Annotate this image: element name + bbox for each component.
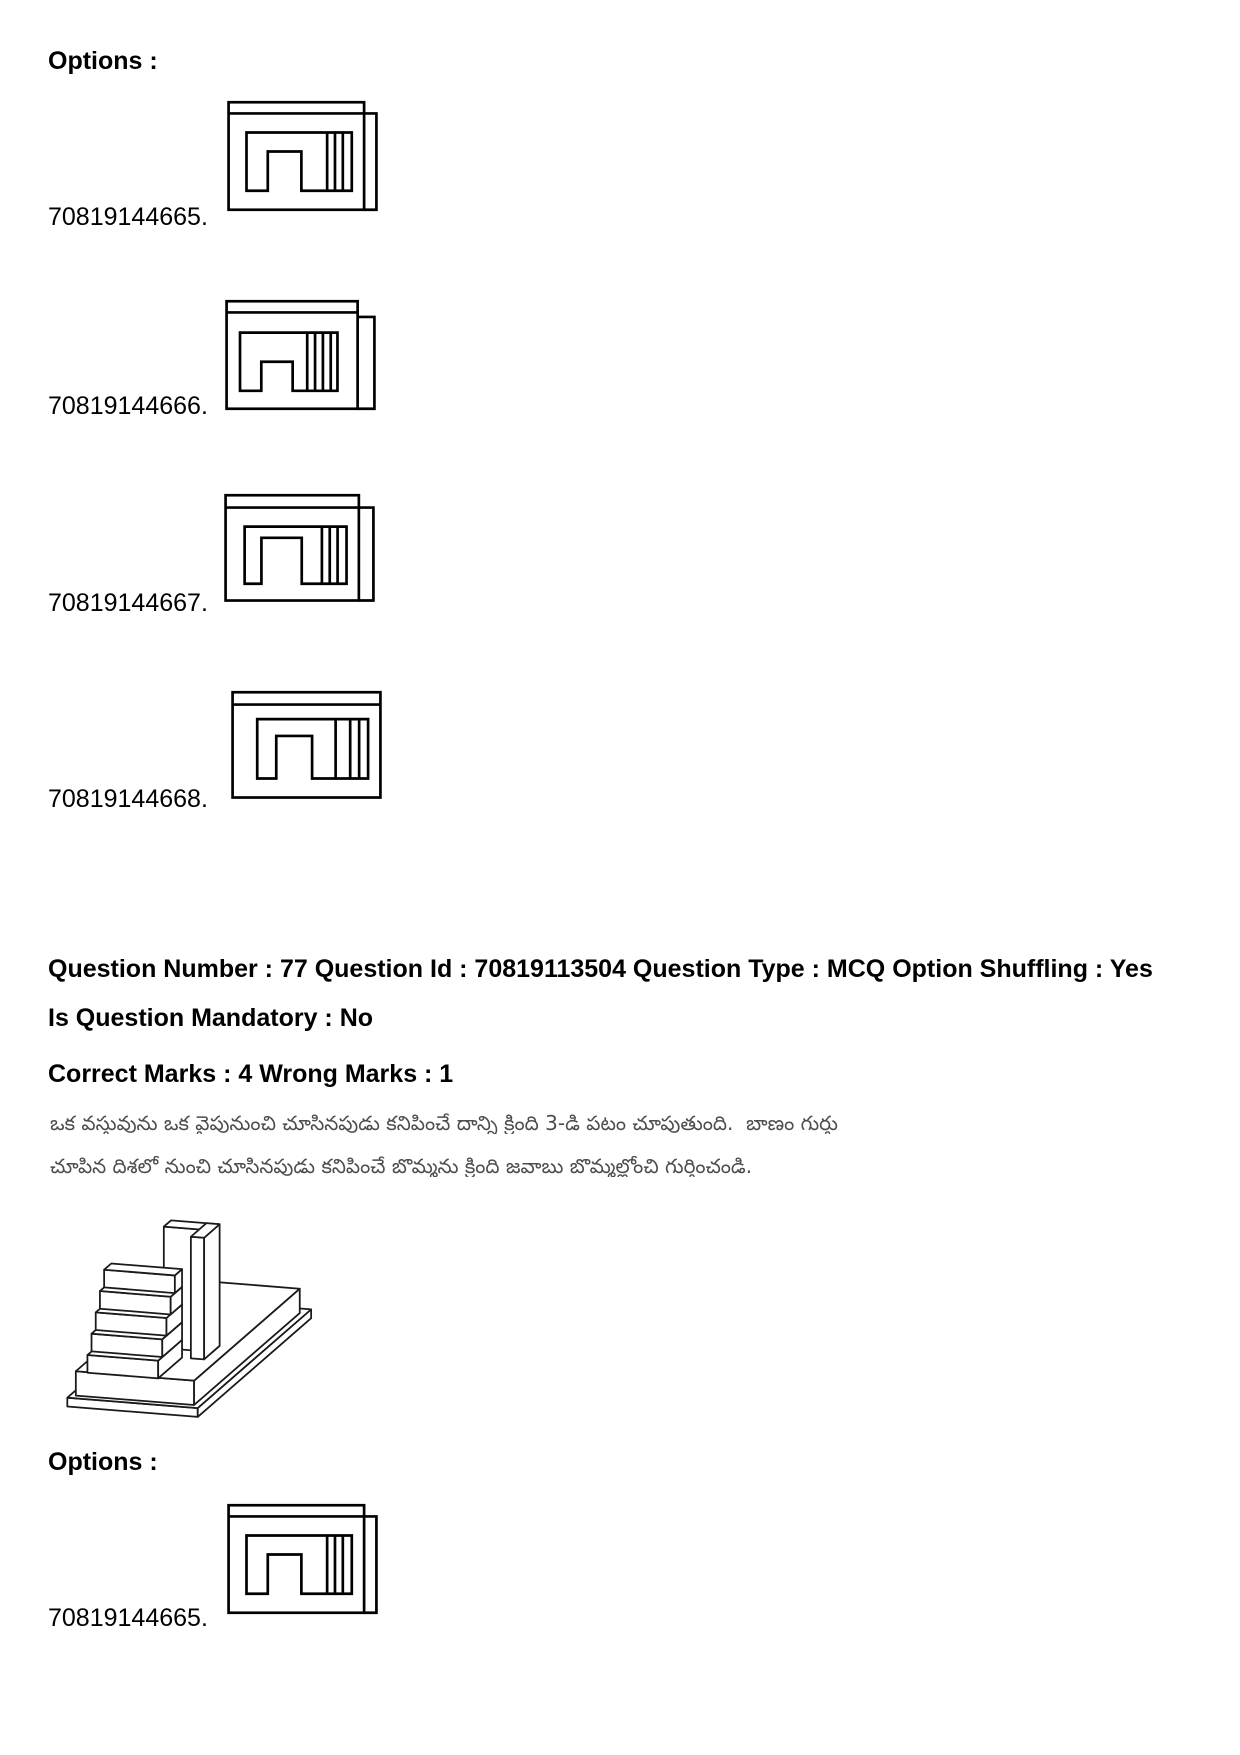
options-heading: Options : <box>48 1450 158 1475</box>
question-3d-figure <box>65 1212 315 1422</box>
option-figure-2 <box>224 299 377 411</box>
option-figure-1 <box>226 1503 379 1615</box>
option-id-label: 70819144668. <box>48 785 208 813</box>
side-offset <box>359 508 374 601</box>
arch-outline <box>245 527 347 584</box>
options-heading: Options : <box>48 49 158 74</box>
question-mandatory-line: Is Question Mandatory : No <box>48 1006 374 1031</box>
option-figure-1 <box>226 100 379 212</box>
option-id-label: 70819144667. <box>48 589 208 617</box>
tower-side-wall-front-face <box>191 1237 204 1360</box>
question-meta-line: Question Number : 77 Question Id : 70819113504 Question Type : MCQ Option Shuffling : Yes <box>48 957 1153 982</box>
question-text-line-2: చూపిన దిశలో నుంచి చూసినపుడు కనిపించే బొమ్మను క్రింది జవాబు బొమ్మల్లోంచి గుర్తించండి. <box>50 1155 753 1177</box>
side-offset <box>358 317 375 409</box>
option-id-label: 70819144666. <box>48 392 208 420</box>
question-marks-line: Correct Marks : 4 Wrong Marks : 1 <box>48 1062 454 1087</box>
tower-side-wall-right-face <box>204 1224 219 1359</box>
option-figure-4 <box>230 690 383 802</box>
option-id-label: 70819144665. <box>48 203 208 231</box>
option-id-label: 70819144665. <box>48 1604 208 1632</box>
side-offset <box>364 1516 376 1612</box>
question-text-line-1: ఒక వస్తువును ఒక వైపునుంచి చూసినపుడు కనిపించే దాన్ని క్రింది 3-డి పటం చూపుతుంది. బాణం గుర్తు <box>50 1112 838 1134</box>
option-figure-3 <box>223 493 376 605</box>
side-offset <box>364 113 376 209</box>
